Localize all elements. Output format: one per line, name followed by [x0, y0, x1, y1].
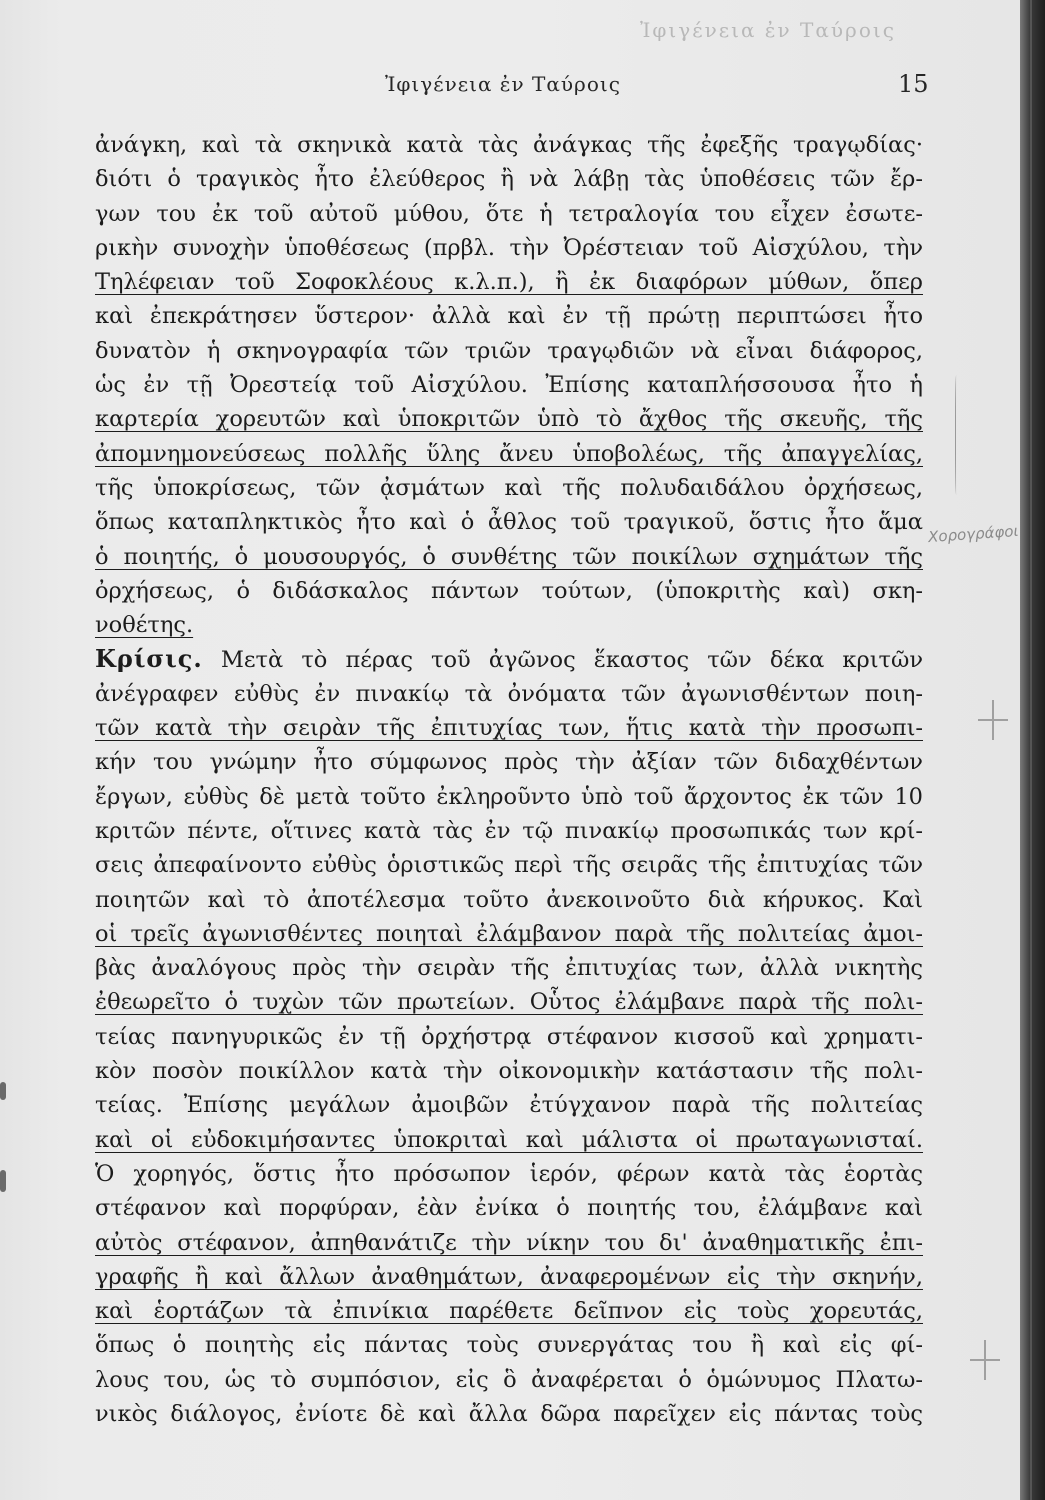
text-line: τείας. Ἐπίσης μεγάλων ἀμοιβῶν ἐτύγχανον παρὰ τῆς πολιτείας	[95, 1092, 923, 1119]
text-line: διότι ὁ τραγικὸς ἦτο ἐλεύθερος ἢ νὰ λάβῃ τὰς ὑποθέσεις τῶν ἔρ-	[95, 166, 923, 193]
text-line: ὁ ποιητής, ὁ μουσουργός, ὁ συνθέτης τῶν ποικίλων σχημάτων τῆς	[95, 543, 923, 570]
section-first-line	[95, 642, 923, 676]
text-line: ὀρχήσεως, ὁ διδάσκαλος πάντων τούτων, (ὑποκριτὴς καὶ) σκη-	[95, 577, 923, 604]
margin-cross-mark	[978, 700, 1008, 740]
text-line: ἀνέγραφεν εὐθὺς ἐν πινακίῳ τὰ ὀνόματα τῶν ἀγωνισθέντων ποιη-	[95, 680, 923, 707]
section-heading: Κρίσις.	[95, 644, 203, 674]
page-header	[0, 72, 1020, 102]
text-line: νικὸς διάλογος, ἐνίοτε δὲ καὶ ἄλλα δῶρα παρεῖχεν εἰς πάντας τοὺς	[95, 1400, 923, 1427]
text-line: σεις ἀπεφαίνοντο εὐθὺς ὁριστικῶς περὶ τῆς σειρᾶς τῆς ἐπιτυχίας τῶν	[95, 852, 923, 879]
section-first-line-text: Μετὰ τὸ πέρας τοῦ ἀγῶνος ἕκαστος τῶν δέκα κριτῶν	[220, 647, 923, 674]
text-line: Τηλέφειαν τοῦ Σοφοκλέους κ.λ.π.), ἢ ἐκ διαφόρων μύθων, ὅπερ	[95, 269, 923, 296]
text-line: δυνατὸν ἡ σκηνογραφία τῶν τριῶν τραγῳδιῶν νὰ εἶναι διάφορος,	[95, 337, 923, 364]
text-line: καὶ ἐπεκράτησεν ὕστερον· ἀλλὰ καὶ ἐν τῇ πρώτῃ περιπτώσει ἦτο	[95, 303, 923, 330]
text-line: γων του ἐκ τοῦ αὐτοῦ μύθου, ὅτε ἡ τετραλογία του εἶχεν ἐσωτε-	[95, 200, 923, 227]
text-line: αὐτὸς στέφανον, ἀπηθανάτιζε τὴν νίκην του δι' ἀναθηματικῆς ἐπι-	[95, 1229, 923, 1256]
margin-cross-mark	[970, 1340, 1000, 1380]
binding-hole-mark	[0, 1170, 6, 1192]
page-edge-shadow	[1020, 0, 1045, 1500]
text-line: στέφανον καὶ πορφύραν, ἐὰν ἐνίκα ὁ ποιητής του, ἐλάμβανε καὶ	[95, 1195, 923, 1222]
text-line: τείας πανηγυρικῶς ἐν τῇ ὀρχήστρᾳ στέφανον κισσοῦ καὶ χρηματι-	[95, 1023, 923, 1050]
text-line: ὅπως καταπληκτικὸς ἦτο καὶ ὁ ἆθλος τοῦ τραγικοῦ, ὅστις ἦτο ἅμα	[95, 509, 923, 536]
text-line: ὡς ἐν τῇ Ὀρεστείᾳ τοῦ Αἰσχύλου. Ἐπίσης καταπλήσσουσα ἦτο ἡ	[95, 372, 923, 399]
text-line: ποιητῶν καὶ τὸ ἀποτέλεσμα τοῦτο ἀνεκοινοῦτο διὰ κήρυκος. Καὶ	[95, 886, 923, 913]
text-line: ὅπως ὁ ποιητὴς εἰς πάντας τοὺς συνεργάτας του ἢ καὶ εἰς φί-	[95, 1332, 923, 1359]
text-line: τῆς ὑποκρίσεως, τῶν ᾀσμάτων καὶ τῆς πολυδαιδάλου ὀρχήσεως,	[95, 474, 923, 501]
margin-handwritten-note: Χορογράφοι	[927, 521, 1020, 547]
page-edge-line	[1030, 0, 1032, 1500]
text-line: ἔργων, εὐθὺς δὲ μετὰ τοῦτο ἐκληροῦντο ὑπὸ τοῦ ἄρχοντος ἐκ τῶν 10	[95, 783, 923, 810]
text-line: καὶ ἑορτάζων τὰ ἐπινίκια παρέθετε δεῖπνον εἰς τοὺς χορευτάς,	[95, 1298, 923, 1325]
text-line: βὰς ἀναλόγους πρὸς τὴν σειρὰν τῆς ἐπιτυχίας των, ἀλλὰ νικητὴς	[95, 955, 923, 982]
text-line: καὶ οἱ εὐδοκιμήσαντες ὑποκριταὶ καὶ μάλιστα οἱ πρωταγωνισταί.	[95, 1126, 923, 1153]
text-line: κήν του γνώμην ἦτο σύμφωνος πρὸς τὴν ἀξίαν τῶν διδαχθέντων	[95, 749, 923, 776]
running-title: Ἰφιγένεια ἐν Ταύροις	[385, 72, 621, 96]
text-line: καρτερία χορευτῶν καὶ ὑποκριτῶν ὑπὸ τὸ ἄχθος τῆς σκευῆς, τῆς	[95, 406, 923, 433]
text-line: Ὁ χορηγός, ὅστις ἦτο πρόσωπον ἱερόν, φέρων κατὰ τὰς ἑορτὰς	[95, 1160, 923, 1187]
binding-hole-mark	[0, 1082, 6, 1100]
bleed-through-text: Ἰφιγένεια ἐν Ταύροις	[640, 18, 896, 42]
margin-bracket-mark	[955, 375, 958, 495]
text-line: ἀπομνημονεύσεως πολλῆς ὕλης ἄνευ ὑποβολέως, τῆς ἀπαγγελίας,	[95, 440, 923, 467]
text-line: ἐθεωρεῖτο ὁ τυχὼν τῶν πρωτείων. Οὗτος ἐλάμβανε παρὰ τῆς πολι-	[95, 989, 923, 1016]
text-line: τῶν κατὰ τὴν σειρὰν τῆς ἐπιτυχίας των, ἥτις κατὰ τὴν προσωπι-	[95, 715, 923, 742]
text-line: κριτῶν πέντε, οἵτινες κατὰ τὰς ἐν τῷ πινακίῳ προσωπικάς των κρί-	[95, 817, 923, 844]
body-text	[95, 128, 923, 1431]
page-number: 15	[898, 70, 929, 98]
text-line: νοθέτης.	[95, 612, 194, 639]
text-line: κὸν ποσὸν ποικίλλον κατὰ τὴν οἰκονομικὴν κατάστασιν τῆς πολι-	[95, 1058, 923, 1085]
text-line: ἀνάγκη, καὶ τὰ σκηνικὰ κατὰ τὰς ἀνάγκας τῆς ἐφεξῆς τραγῳδίας·	[95, 132, 923, 158]
text-line: λους του, ὡς τὸ συμπόσιον, εἰς ὃ ἀναφέρεται ὁ ὁμώνυμος Πλατω-	[95, 1366, 923, 1393]
text-line: γραφῆς ἢ καὶ ἄλλων ἀναθημάτων, ἀναφερομένων εἰς τὴν σκηνήν,	[95, 1263, 923, 1290]
text-line: οἱ τρεῖς ἀγωνισθέντες ποιηταὶ ἐλάμβανον παρὰ τῆς πολιτείας ἀμοι-	[95, 920, 923, 947]
text-line: ρικὴν συνοχὴν ὑποθέσεως (πρβλ. τὴν Ὀρέστειαν τοῦ Αἰσχύλου, τὴν	[95, 234, 923, 261]
